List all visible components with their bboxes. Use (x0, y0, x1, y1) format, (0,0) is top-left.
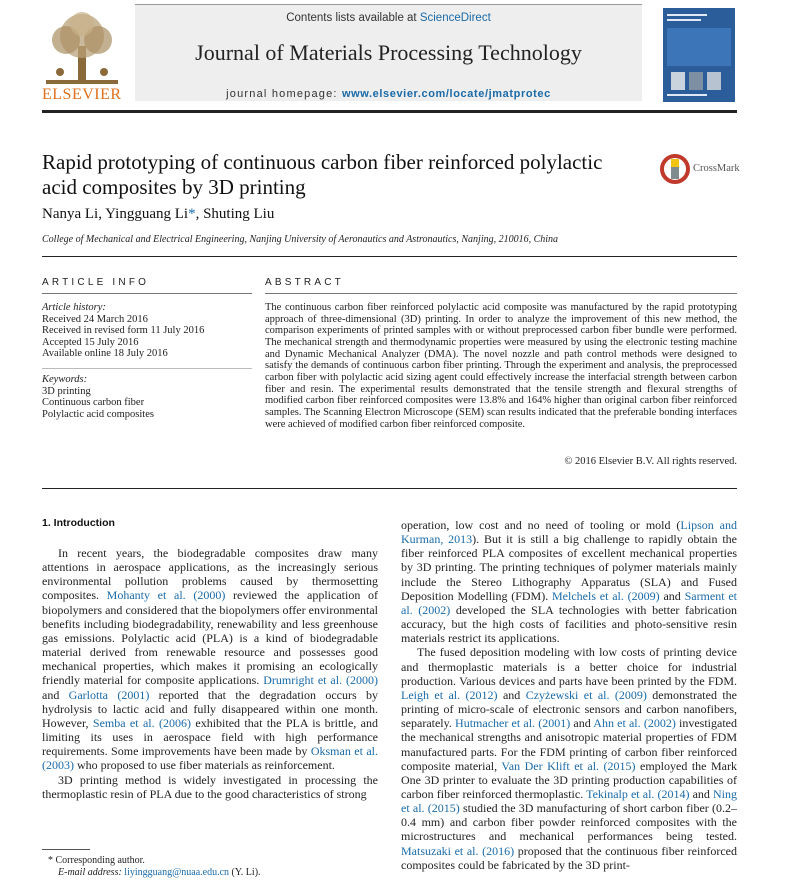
email-link[interactable]: liyingguang@nuaa.edu.cn (124, 867, 230, 878)
history-item: Accepted 15 July 2016 (42, 336, 139, 348)
body-text: who proposed to use fiber materials as reinforcement. (74, 758, 335, 773)
affiliation: College of Mechanical and Electrical Engineering, Nanjing University of Aeronautics and Astronautics, Nanjing, 210016, China (42, 234, 559, 245)
citation-link[interactable]: Ahn et al. (2002) (593, 716, 676, 731)
title-line-2: acid composites by 3D printing (42, 175, 306, 199)
email-suffix: (Y. Li). (231, 867, 261, 878)
citation-link[interactable]: Sarment et al. (2002) (401, 588, 737, 617)
title-bottom-rule (42, 256, 737, 257)
article-info-rule (42, 293, 252, 294)
keyword: Continuous carbon fiber (42, 397, 145, 409)
body-text: The fused deposition modeling with low costs of printing device and thermoplastic materials is a better choice for industrial production. Various devices and parts have been printed by the FDM. (401, 645, 737, 688)
homepage-link[interactable]: www.elsevier.com/locate/jmatprotec (341, 88, 551, 100)
body-text: employed the Mark One 3D printer to evaluate the 3D printing production capabilities of carbon fiber reinforced thermoplastic. (401, 758, 737, 801)
citation-link[interactable]: Ning et al. (2015) (401, 786, 737, 816)
citation-link[interactable]: Matsuzaki et al. (2016) (401, 843, 515, 858)
paragraph (401, 518, 737, 645)
contents-prefix: Contents lists available at (286, 12, 417, 24)
paragraph (42, 546, 378, 773)
paragraph (42, 773, 378, 801)
citation-link[interactable]: Drumright et al. (2000) (263, 673, 378, 688)
body-text: demonstrated the printing of micro-scale of electronic sensors and carbon nanofibers, separately. (401, 687, 738, 731)
abstract-rule (265, 293, 737, 294)
body-text: and (42, 687, 69, 702)
body-text: and (659, 588, 685, 603)
corresponding-author-mark[interactable]: * (188, 206, 196, 222)
body-text: reviewed the application of biopolymers and considered that the biopolymers offer environmental benefits including biodegradability, renewability and less greenhouse gas emissions. Polylactic acid (PLA) is a kind of biodegradable material derived from renewable resource and possesses good mechanical properties, which makes it promising an ecologically friendly material for composite applications. (42, 588, 378, 688)
crossmark-badge[interactable] (660, 154, 740, 184)
body-text: developed the SLA technologies with better fabrication accuracy, but the high costs of facilities and photo-sensitive resin materials restrict its applications. (401, 602, 737, 646)
article-history (42, 302, 252, 360)
left-column (42, 546, 378, 801)
crossmark-icon (660, 154, 690, 184)
body-text: studied the 3D manufacturing of short carbon fiber (0.2–0.4 mm) and carbon fiber powder reinforced composites with the microstructures and mechanical performances being tested. (401, 801, 738, 844)
keywords-label: Keywords: (42, 374, 88, 385)
citation-link[interactable]: Lipson and Kurman, 2013 (401, 518, 737, 547)
sciencedirect-link[interactable]: ScienceDirect (419, 12, 491, 24)
history-item: Available online 18 July 2016 (42, 348, 168, 360)
body-text: exhibited that the PLA is brittle, and limiting its uses in aerospace field with high performance requirements. Some improvements have been made by (42, 715, 378, 759)
title-line-1: Rapid prototyping of continuous carbon fiber reinforced polylactic (42, 150, 603, 174)
citation-link[interactable]: Tekinalp et al. (2014) (586, 786, 690, 801)
email-label: E-mail address: (58, 867, 122, 878)
footnote-text: Corresponding author. (55, 855, 145, 866)
article-info-heading: ARTICLE INFO (42, 277, 150, 288)
keywords-rule (42, 368, 252, 369)
body-text: investigated the mechanical strengths and anisotropic material properties of FDM manufactured parts. For the FDM printing of carbon fiber reinforced composite material, (401, 716, 737, 773)
header-thick-rule (42, 110, 737, 113)
homepage-prefix: journal homepage: (226, 88, 338, 100)
citation-link[interactable]: Oksman et al. (2003) (42, 744, 378, 773)
body-text: operation, low cost and no need of tooling or mold ( (401, 518, 681, 532)
keywords (42, 374, 252, 420)
authors-rest: , Shuting Liu (195, 206, 275, 222)
body-text: and (689, 786, 713, 801)
publisher-name: ELSEVIER (42, 86, 122, 103)
citation-link[interactable]: Semba et al. (2006) (92, 715, 192, 730)
contents-line (135, 12, 642, 24)
abstract-text: The continuous carbon fiber reinforced polylactic acid composite was manufactured by the rapid prototyping approach of three-dimensional (3D) printing. In order to analyze the improvement of this new method, the comparison experiments of printed samples with or without preprocessed carbon fiber bundle were performed. The mechanical strength and thermodynamic properties were measured by using the electronic testing machine and Dynamic Mechanical Analyzer (DMA). The novel nozzle and path control methods were designed to satisfy the demands of continuous carbon fiber printing. Through the experiment and analysis, the preprocessed carbon fiber with polylactic acid sizing agent could effectively increase the interfacial strength between carbon fiber and resin. The experimental results demonstrated that the tensile strength and flexural strengths of modified carbon fiber reinforced composites were 13.8% and 164% higher than original carbon fiber reinforced samples. The Scanning Electron Microscope (SEM) scan results indicated that the preferable bonding interfaces were achieved of modified carbon fiber reinforced composite. (265, 302, 737, 430)
history-item: Received 24 March 2016 (42, 313, 148, 325)
right-column (401, 518, 737, 872)
citation-link[interactable]: Leigh et al. (2012) (401, 687, 498, 702)
citation-link[interactable]: Melchels et al. (2009) (552, 588, 660, 603)
citation-link[interactable]: Czyżewski et al. (2009) (525, 687, 647, 702)
paragraph (401, 645, 737, 872)
body-text: 3D printing method is widely investigated in processing the thermoplastic resin of PLA due to the good characteristics of strong (42, 772, 378, 801)
citation-link[interactable]: Van Der Klift et al. (2015) (501, 758, 636, 773)
authors-first: Nanya Li, Yingguang Li (42, 206, 189, 222)
body-text: and (497, 687, 526, 702)
body-text: proposed that the continuous fiber reinforced composites could be fabricated by the 3D print- (401, 843, 737, 872)
section-heading-introduction: 1. Introduction (42, 517, 115, 529)
footnote-mark: * (48, 855, 53, 866)
footnote-rule (42, 849, 90, 850)
keyword: Polylactic acid composites (42, 408, 154, 420)
citation-link[interactable]: Mohanty et al. (2000) (106, 588, 226, 603)
abstract-bottom-rule (42, 488, 737, 489)
crossmark-label: CrossMark (693, 163, 740, 174)
body-text: and (570, 716, 594, 731)
citation-link[interactable]: Hutmacher et al. (2001) (455, 716, 571, 731)
history-item: Received in revised form 11 July 2016 (42, 325, 205, 337)
journal-title: Journal of Materials Processing Technology (195, 40, 582, 65)
journal-cover-thumbnail[interactable] (663, 8, 735, 102)
citation-link[interactable]: Garlotta (2001) (68, 687, 150, 702)
body-text: ). But it is still a big challenge to rapidly obtain the fiber reinforced PLA composites of excellent mechanical properties by 3D printing. The printing techniques of polymer materials mainly include the Stereo Lithography Apparatus (SLA) and Fused Deposition Modelling (FDM). (401, 532, 738, 603)
body-text: In recent years, the biodegradable composites draw many attentions in aerospace applications, as the increasingly serious environmental pollution problems caused by thermosetting composites. (42, 546, 378, 603)
copyright: © 2016 Elsevier B.V. All rights reserved. (564, 456, 737, 467)
footnote-corresponding (48, 855, 145, 866)
footnote-email (58, 867, 261, 878)
history-label: Article history: (42, 302, 106, 313)
homepage-line (135, 88, 642, 100)
article-title (42, 150, 642, 200)
keyword: 3D printing (42, 385, 91, 397)
body-text: reported that the degradation occurs by hydrolysis to lactic acid and fully disappeared within one month. However, (42, 687, 378, 730)
abstract-heading: ABSTRACT (265, 277, 344, 288)
author-list (42, 206, 274, 223)
